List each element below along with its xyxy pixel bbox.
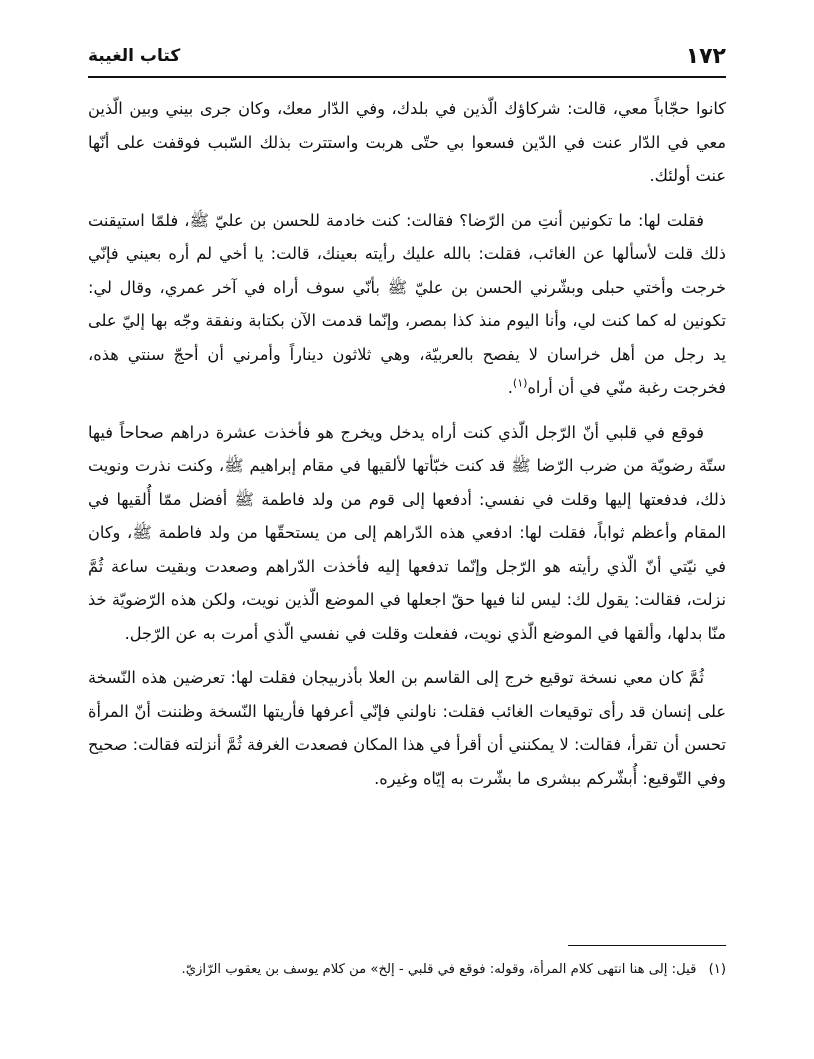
footnote-reference[interactable]: (١): [512, 376, 528, 390]
page-header: [88, 36, 726, 78]
footnote-marker: (١): [708, 962, 726, 977]
running-title: كتاب الغيبة: [88, 46, 181, 66]
paragraph-2: [88, 204, 726, 405]
footnote: [88, 956, 726, 984]
paragraph-2-text: فقلت لها: ما تكونين أنتِ من الرّضا؟ فقالت: كنت خادمة للحسن بن عليّ ﷺ، فلمّا استيقنت ذلك قلت لأسألها عن الغائب، فقلت: بالله عليك رأيته بعينك، قالت: يا أخي لم أره بعيني فإنّي خرجت وأختي حبلى وبشّرني الحسن بن عليّ ﷺ بأنّي سوف أراه في آخر عمري، وقال لي: تكونين له كما كنت لي، وأنا اليوم منذ كذا بمصر، وإنّما قدمت الآن بكتابة ونفقة وجّه بها إليّ على يد رجل من أهل خراسان لا يفصح بالعربيّة، وهي ثلاثون ديناراً وأمرني أن أحجّ سنتي هذه، فخرجت رغبة منّي في أن أراه: [88, 210, 726, 397]
footnote-divider: [568, 945, 726, 946]
paragraph-2-end: .: [507, 378, 513, 397]
page-number: ١٧٢: [685, 43, 726, 69]
paragraph-4: ثُمَّ كان معي نسخة توقيع خرج إلى القاسم بن العلا بأذربيجان فقلت لها: تعرضين هذه النّسخة على إنسان قد رأى توقيعات الغائب فقلت: ناولني فإنّي أعرفها فأريتها النّسخة وظننت أنّ المرأة تحسن أن تقرأ، فقالت: لا يمكنني أن أقرأ في هذا المكان فصعدت الغرفة ثُمَّ أنزلته فقالت: صحيح وفي التّوقيع: أُبشّركم ببشرى ما بشّرت به إيّاه وغيره.: [88, 668, 726, 788]
footnote-text: قيل: إلى هنا انتهى كلام المرأة، وقوله: فوقع في قلبي - إلخ» من كلام يوسف بن يعقوب الرّازيّ.: [181, 962, 697, 977]
paragraph-1: كانوا حجّاباً معي، قالت: شركاؤك الّذين في بلدك، وفي الدّار معك، وكان جرى بيني وبين الّذين معي في الدّار عنت في الدّين فسعوا بي حتّى هربت واستترت بذلك السّبب فوقفت على أنّها عنت أولئك.: [88, 99, 726, 185]
paragraph-3: فوقع في قلبي أنّ الرّجل الّذي كنت أراه يدخل ويخرج هو فأخذت عشرة دراهم صحاحاً فيها ستّة رضويّة من ضرب الرّضا ﷺ قد كنت خبّأتها لألقيها في مقام إبراهيم ﷺ، وكنت نذرت ونويت ذلك، فدفعتها إليها وقلت في نفسي: أدفعها إلى قوم من ولد فاطمة ﷺ أفضل ممّا أُلقيها في المقام وأعظم ثواباً، فقلت لها: ادفعي هذه الدّراهم إلى من يستحقّها من ولد فاطمة ﷺ، وكان في نيّتي أنّ الّذي رأيته هو الرّجل وإنّما تدفعها إليه فأخذت الدّراهم وصعدت وبقيت ساعة ثُمَّ نزلت، فقالت: يقول لك: ليس لنا فيها حقّ اجعلها في الموضع الّذين نويت، ولكن هذه الرّضويّة خذ منّا بدلها، وألقها في الموضع الّذي نويت، ففعلت وقلت في نفسي الّذي أمرت به عن الرّجل.: [88, 422, 726, 643]
main-text: [88, 92, 726, 806]
